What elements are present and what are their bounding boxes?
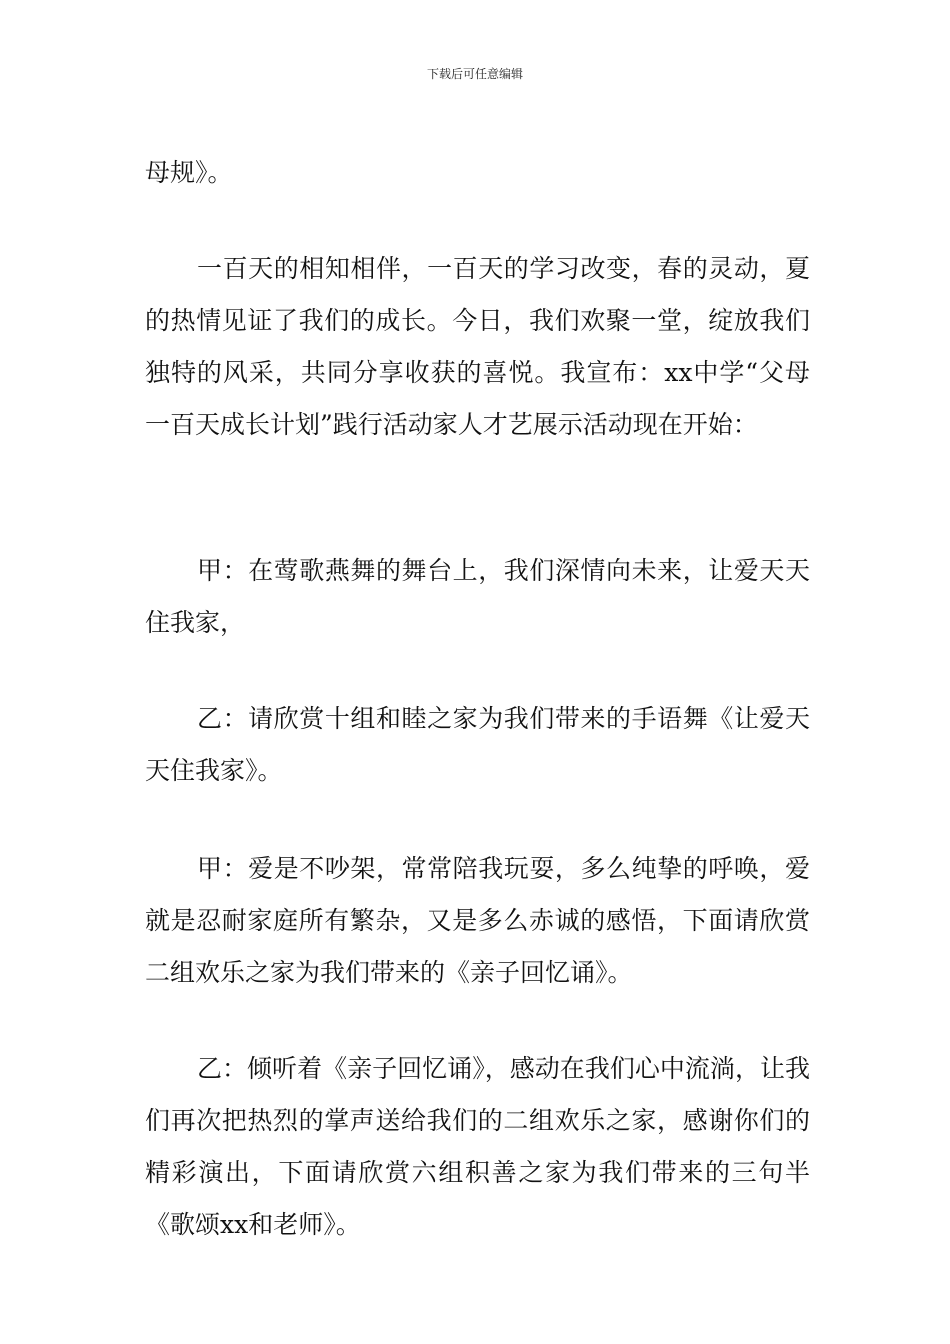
paragraph-host-jia-2: 甲：爱是不吵架，常常陪我玩耍，多么纯挚的呼唤，爱就是忍耐家庭所有繁杂，又是多么赤诚的感悟，下面请欣赏二组欢乐之家为我们带来的《亲子回忆诵》。 <box>145 854 810 987</box>
paragraph-host-jia-1: 甲：在莺歌燕舞的舞台上，我们深情向未来，让爱天天住我家， <box>145 556 810 637</box>
paragraph-opening-announcement: 一百天的相知相伴，一百天的学习改变，春的灵动，夏的热情见证了我们的成长。今日，我们欢聚一堂，绽放我们独特的风采，共同分享收获的喜悦。我宣布：xx中学“父母一百天成长计划”践行活动家人才艺展示活动现在开始： <box>145 254 810 439</box>
paragraph-continuation: 母规》。 <box>145 158 233 187</box>
page-header-note: 下载后可任意编辑 <box>426 67 523 81</box>
paragraph-host-yi-2: 乙：倾听着《亲子回忆诵》，感动在我们心中流淌，让我们再次把热烈的掌声送给我们的二组欢乐之家，感谢你们的精彩演出，下面请欣赏六组积善之家为我们带来的三句半《歌颂xx和老师》。 <box>145 1054 810 1239</box>
paragraph-host-yi-1: 乙：请欣赏十组和睦之家为我们带来的手语舞《让爱天天住我家》。 <box>145 704 810 785</box>
